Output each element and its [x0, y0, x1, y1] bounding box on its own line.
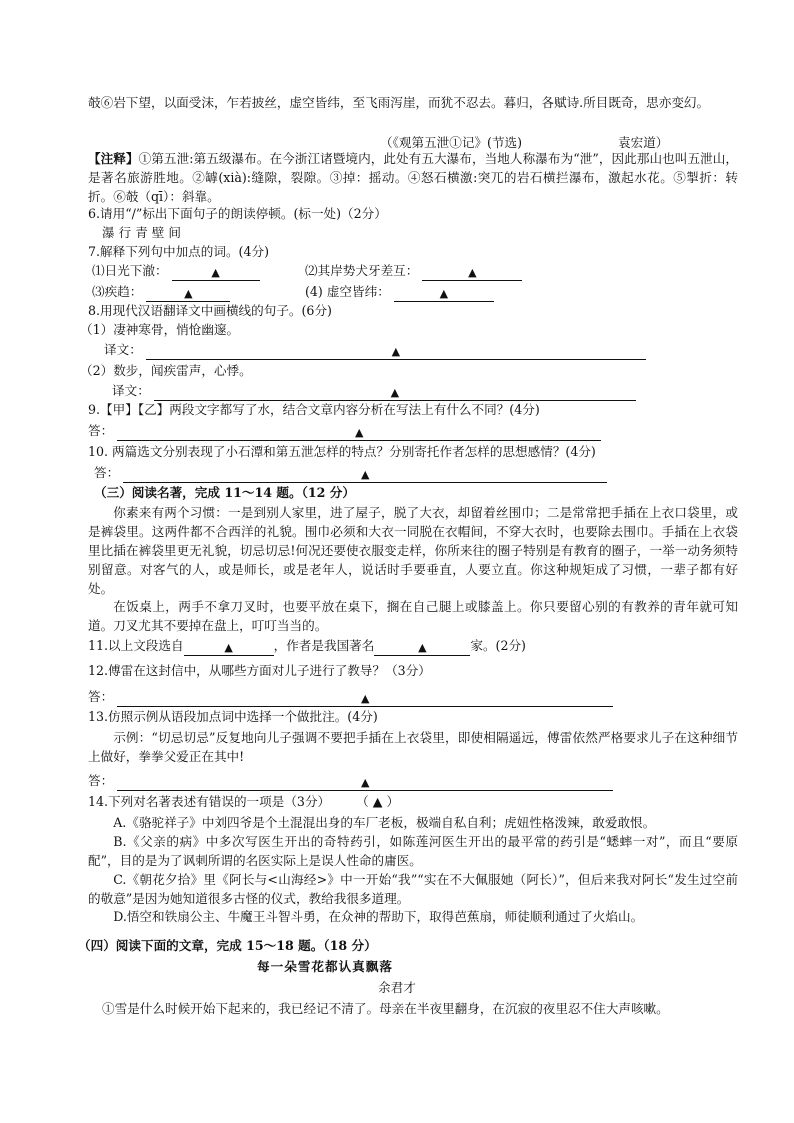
q14-option-a: A.《骆驼祥子》中刘四爷是个土混混出身的车厂老板，极端自私自利；虎妞性格泼辣，敢爱敢恨。: [113, 815, 656, 830]
marker-icon: ▲: [418, 640, 427, 654]
marker-icon: ▲: [224, 640, 233, 654]
q11-mid: ，作者是我国著名: [273, 638, 375, 653]
article-author: [378, 979, 416, 998]
answer-blank[interactable]: [374, 639, 470, 656]
question-8: [88, 302, 332, 321]
question-9: [88, 401, 540, 420]
answer-blank[interactable]: [172, 264, 260, 281]
q8-sentence-1: [80, 321, 239, 340]
marker-icon: ▲: [211, 265, 220, 279]
answer-line[interactable]: [146, 343, 646, 360]
answer-label: 译文：: [112, 383, 150, 398]
q8-text: 8.用现代汉语翻译文中画横线的句子。(6分): [88, 303, 332, 318]
answer-label: 答：: [88, 773, 114, 788]
marker-icon: ▲: [360, 691, 370, 705]
question-13: [88, 708, 378, 727]
q7-item-label: ⑴日光下澈：: [92, 263, 168, 278]
passage-top: [88, 94, 738, 113]
answer-label: 答：: [88, 423, 114, 438]
notes-label: 【注释】: [88, 151, 139, 166]
answer-line[interactable]: [154, 384, 636, 401]
q8-s1-text: （1）凄神寒骨，悄怆幽邃。: [80, 322, 240, 337]
marker-icon: ▲: [468, 265, 477, 279]
source-text: （《观第五泄①记》(节选): [380, 135, 523, 150]
q6-phrase: [102, 224, 181, 243]
q7-item-3: [92, 283, 230, 302]
q14-option-b: B.《父亲的病》中多次写医生开出的奇特药引，如陈莲河医生开出的最平常的药引是“蟋蟀一对”，而且“要原配”，目的是为了讽刺所谓的名医实际上是误人性命的庸医。: [88, 833, 738, 868]
marker-icon: ▲: [439, 286, 449, 300]
q7-item-label: (4) 虚空皆纬：: [305, 284, 390, 299]
q7-item-1: [92, 262, 260, 281]
section-3-passage: [88, 504, 738, 636]
q12-answer: [88, 688, 613, 707]
q7-item-2: [305, 262, 522, 281]
q11-pre: 11.以上文段选自: [88, 638, 184, 653]
section-3-heading-text: （三）阅读名著，完成 11～14 题。（12 分）: [94, 485, 355, 500]
q7-text: 7.解释下列句中加点的词。(4分): [88, 244, 269, 259]
article-title-text: 每一朵雪花都认真飘落: [257, 959, 393, 974]
answer-line[interactable]: [123, 466, 607, 483]
q7-item-label: ⑶疾趋：: [92, 284, 143, 299]
answer-blank[interactable]: [146, 285, 230, 302]
answer-line[interactable]: [117, 424, 601, 441]
passage-text: 攲⑥岩下望，以面受沫，乍若披丝，虚空皆纬，至飞雨泻崖，而犹不忍去。暮归，各赋诗.所目既奇，思亦变幻。: [88, 95, 710, 110]
answer-blank[interactable]: [422, 264, 522, 281]
answer-label: 答：: [88, 689, 114, 704]
question-14: [88, 793, 399, 812]
q6-text: 6.请用“/”标出下面句子的朗读停顿。(标一处)（2分）: [88, 206, 387, 221]
question-7: [88, 243, 269, 262]
q8-s2-text: （2）数步，闻疾雷声，心悸。: [80, 363, 252, 378]
answer-line[interactable]: [117, 774, 613, 791]
article-author-text: 余君才: [378, 980, 416, 995]
q13-answer: [88, 772, 613, 791]
answer-blank[interactable]: [394, 285, 494, 302]
q8-sentence-2: [80, 362, 252, 381]
answer-blank[interactable]: [184, 639, 274, 656]
section-4-heading: [78, 937, 377, 956]
q7-item-label: ⑵其岸势犬牙差互：: [305, 263, 419, 278]
marker-icon: ▲: [184, 286, 193, 300]
question-6: [88, 205, 387, 224]
q6-phrase-text: 瀑 行 青 壁 间: [102, 225, 181, 240]
q13-example-text: 示例：“切忌切忌”反复地向儿子强调不要把手插在上衣袋里，即使相隔遥远，傅雷依然严格要求儿子在这种细节上做好，拳拳父爱正在其中!: [88, 730, 738, 764]
question-11: [88, 637, 526, 656]
q13-text: 13.仿照示例从语段加点词中选择一个做批注。(4分): [88, 709, 378, 724]
q14-option-d: D.悟空和铁扇公主、牛魔王斗智斗勇，在众神的帮助下，取得芭蕉扇，师徒顺利通过了火焰山。: [113, 909, 644, 925]
notes-text: ①第五泄:第五级瀑布。在今浙江诸暨境内，此处有五大瀑布，当地人称瀑布为“泄”，因此那山也叫五泄山，是著名旅游胜地。②罅(xià):缝隙，裂隙。③掉：摇动。④怒石横激:突兀的岩石横拦瀑布，激起水花。⑤掣折：转折。⑥攲（qī）：斜靠。: [88, 151, 738, 204]
q14-text: 14.下列对名著表述有错误的一项是（3分）: [88, 794, 331, 809]
marker-icon: ▲: [360, 467, 370, 481]
article-paragraph-1: [102, 1000, 754, 1019]
question-10: [88, 443, 596, 462]
q10-text: 10. 两篇选文分别表现了小石潭和第五泄怎样的特点？分别寄托作者怎样的思想感情？(4分): [88, 444, 596, 459]
q7-item-4: [305, 283, 494, 302]
q13-example: [88, 729, 738, 767]
marker-icon: ▲: [391, 344, 401, 358]
q12-text: 12.傅雷在这封信中，从哪些方面对儿子进行了教导？（3分）: [88, 663, 431, 678]
marker-icon: ▲: [390, 385, 400, 399]
notes-block: [88, 150, 738, 207]
author-text: 袁宏道）: [618, 135, 669, 150]
section-4-heading-text: （四）阅读下面的文章，完成 15～18 题。（18 分）: [78, 938, 377, 953]
marker-icon: ▲: [354, 425, 364, 439]
marker-icon: ▲: [360, 775, 370, 789]
q14-answer-bracket[interactable]: （ ▲ ）: [356, 794, 400, 809]
q9-text: 9.【甲】【乙】两段文字都写了水，结合文章内容分析在写法上有什么不同？(4分): [88, 402, 540, 417]
q8-answer-2: [112, 382, 636, 401]
article-title: [257, 958, 393, 977]
q14-options: [88, 814, 738, 927]
answer-label: 译文：: [104, 342, 142, 357]
answer-line[interactable]: [117, 690, 613, 707]
section-3-heading: [94, 484, 355, 503]
q9-answer: [88, 422, 601, 441]
section-3-paragraph-1: 你素来有两个习惯：一是到别人家里，进了屋子，脱了大衣，却留着丝围巾；二是常常把手插在上衣口袋里，或是裤袋里。这两件都不合西洋的礼貌。围巾必须和大衣一同脱在衣帽间，不穿大衣时，也要除去围巾。手插在上衣袋里比插在裤袋里更无礼貌，切忌切忌!何况还要使衣服变走样，你所来往的圈子特别是有教育的圈子，一举一动务须特别留意。对客气的人，或是师长，或是老年人，说话时手要垂直，人要立直。你这种规矩成了习惯，一辈子都有好处。: [88, 505, 738, 596]
answer-label: 答：: [94, 465, 120, 480]
q8-answer-1: [104, 341, 646, 360]
q14-option-c: C.《朝花夕拾》里《阿长与<山海经>》中一开始“我”“实在不大佩服她（阿长）”，但后来我对阿长“发生过空前的敬意”是因为她知道很多古怪的仪式，教给我很多道理。: [88, 871, 738, 906]
question-12: [88, 662, 431, 681]
q10-answer: [94, 464, 607, 483]
section-3-paragraph-2: 在饭桌上，两手不拿刀叉时，也要平放在桌下，搁在自己腿上或膝盖上。你只要留心别的有教养的青年就可知道。刀叉尤其不要掉在盘上，叮叮当当的。: [88, 599, 738, 634]
q11-post: 家。(2分): [470, 638, 526, 653]
article-paragraph-1-text: ①雪是什么时候开始下起来的，我已经记不清了。母亲在半夜里翻身，在沉寂的夜里忍不住大声咳嗽。: [102, 1001, 669, 1016]
